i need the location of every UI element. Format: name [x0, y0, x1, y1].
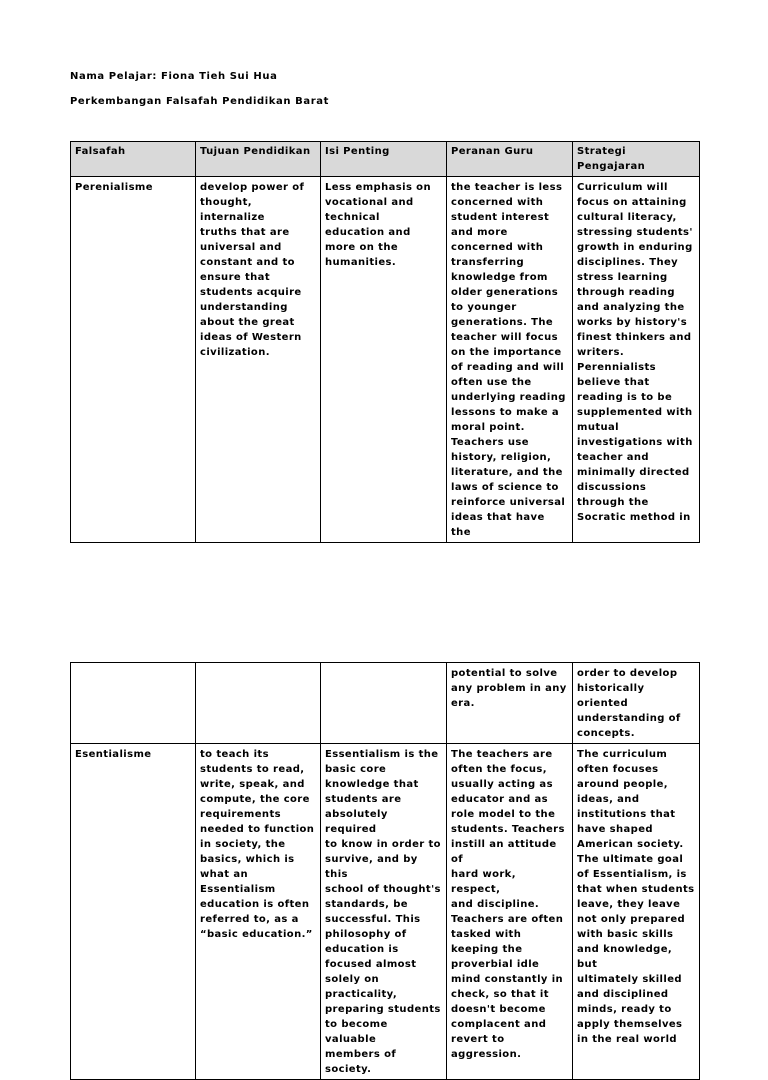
cell-isi: Less emphasis on vocational and technical education and more on the humanities. [321, 177, 447, 543]
header-strategi-pengajaran: Strategi Pengajaran [573, 142, 700, 177]
cell-peranan: The teachers are often the focus, usually acting as educator and as role model to the students. Teachers instill an attitude of hard work, respect, and discipline. Teachers are often tasked with keeping the proverbial idle mind constantly in check, so that it doesn't become complacent and revert to aggression. [447, 744, 573, 1080]
cell-isi: Essentialism is the basic core knowledge that students are absolutely required to know in order to survive, and by this school of thought's standards, be successful. This philosophy of education is focused almost solely on practicality, preparing students to become valuable members of society. [321, 744, 447, 1080]
header-falsafah: Falsafah [71, 142, 196, 177]
table-row-esentialisme [71, 744, 700, 1080]
header-isi-penting: Isi Penting [321, 142, 447, 177]
cell-peranan: potential to solve any problem in any era. [447, 663, 573, 744]
cell-strategi: order to develop historically oriented understanding of concepts. [573, 663, 700, 744]
document-title: Perkembangan Falsafah Pendidikan Barat [70, 96, 330, 107]
cell-tujuan: to teach its students to read, write, speak, and compute, the core requirements needed to function in society, the basics, which is what an Essentialism education is often referred to, as a “basic education.” [196, 744, 321, 1080]
table-header-row [71, 142, 700, 177]
table-row-continuation [71, 663, 700, 744]
cell-falsafah [71, 663, 196, 744]
header-peranan-guru: Peranan Guru [447, 142, 573, 177]
table-row-perenialisme [71, 177, 700, 543]
cell-tujuan [196, 663, 321, 744]
cell-peranan: the teacher is less concerned with student interest and more concerned with transferring knowledge from older generations to younger generations. The teacher will focus on the importance of reading and will often use the underlying reading lessons to make a moral point. Teachers use history, religion, literature, and the laws of science to reinforce universal ideas that have the [447, 177, 573, 543]
header-tujuan-pendidikan: Tujuan Pendidikan [196, 142, 321, 177]
cell-strategi: Curriculum will focus on attaining cultural literacy, stressing students' growth in enduring disciplines. They stress learning through reading and analyzing the works by history's finest thinkers and writers. Perennialists believe that reading is to be supplemented with mutual investigations with teacher and minimally directed discussions through the Socratic method in [573, 177, 700, 543]
cell-falsafah: Esentialisme [71, 744, 196, 1080]
philosophy-table-part-1 [70, 141, 700, 543]
cell-strategi: The curriculum often focuses around people, ideas, and institutions that have shaped American society. The ultimate goal of Essentialism, is that when students leave, they leave not only prepared with basic skills and knowledge, but ultimately skilled and disciplined minds, ready to apply themselves in the real world [573, 744, 700, 1080]
cell-tujuan: develop power of thought, internalize truths that are universal and constant and to ensure that students acquire understanding about the great ideas of Western civilization. [196, 177, 321, 543]
cell-isi [321, 663, 447, 744]
student-name-line: Nama Pelajar: Fiona Tieh Sui Hua [70, 71, 278, 82]
cell-falsafah: Perenialisme [71, 177, 196, 543]
philosophy-table-part-2 [70, 662, 700, 1080]
